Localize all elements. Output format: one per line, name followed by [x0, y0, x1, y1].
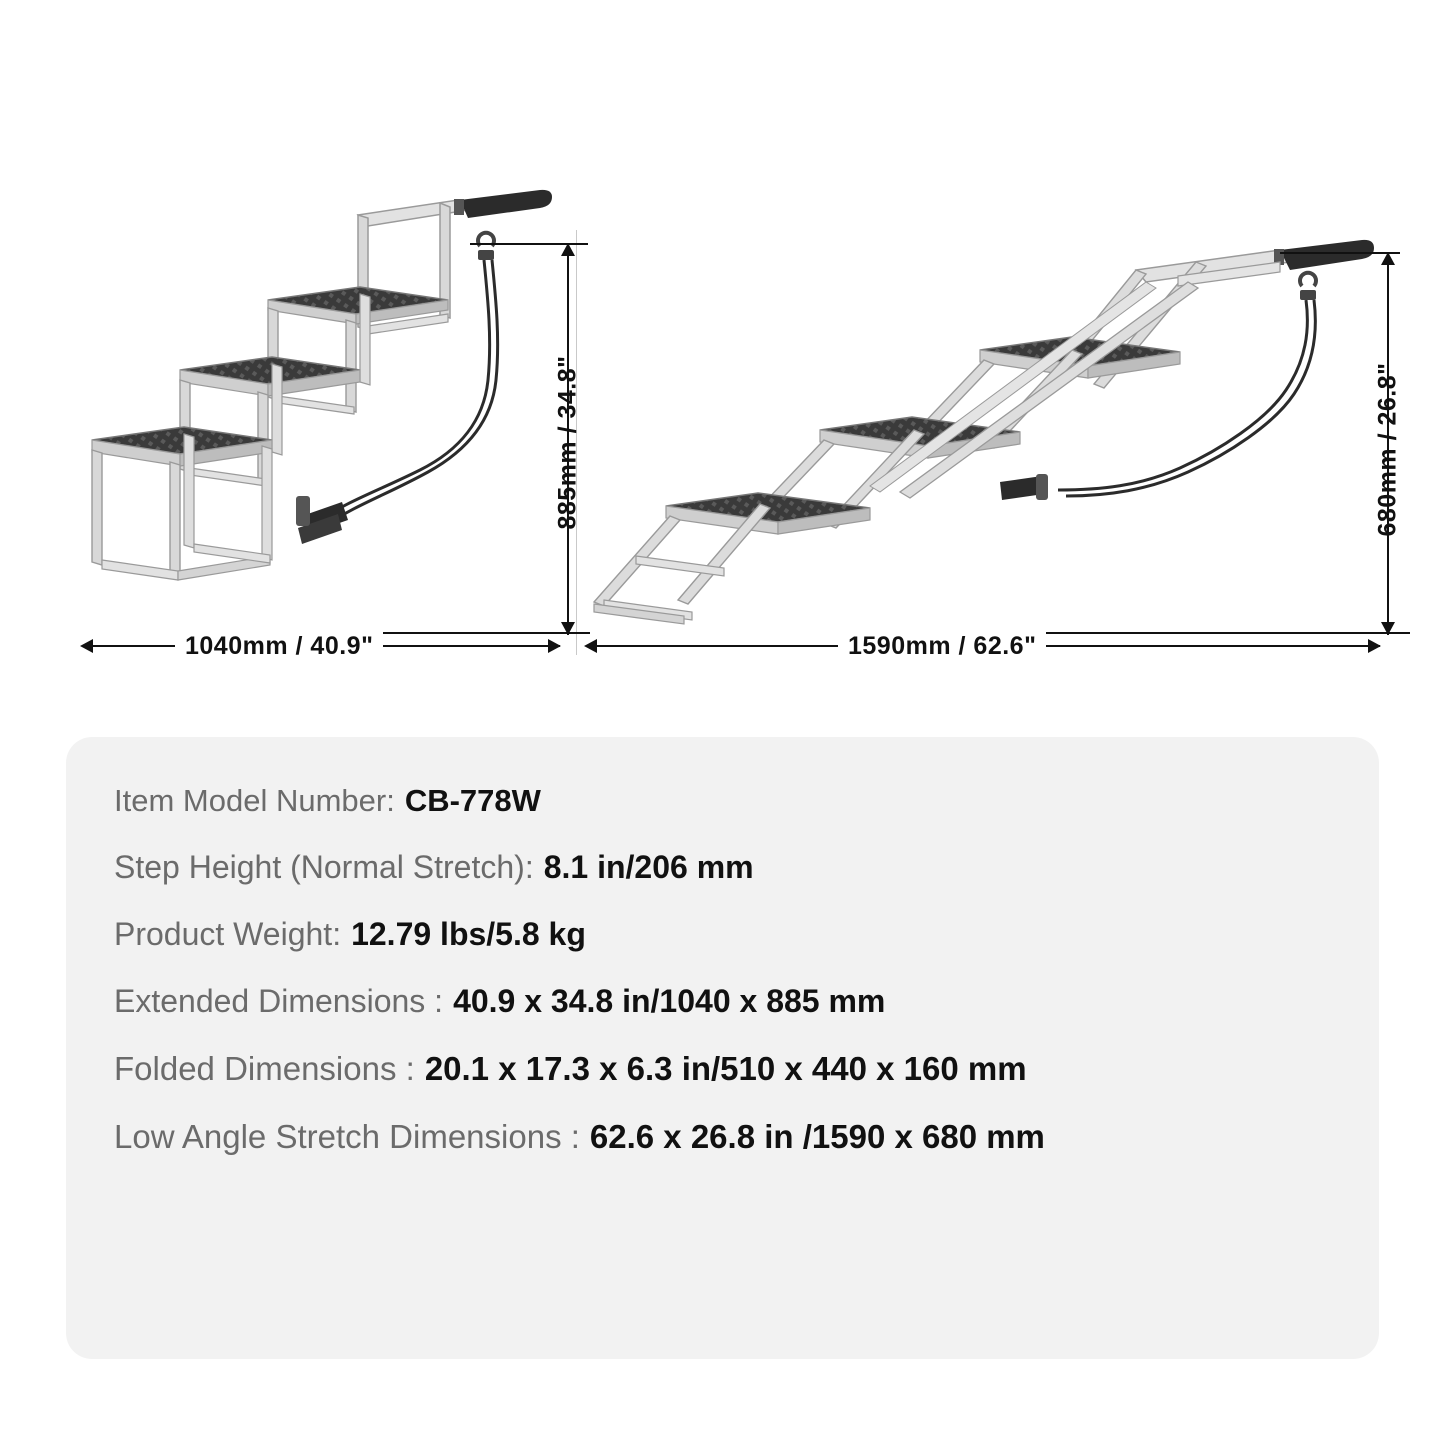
extended-stairs-panel: [40, 0, 600, 700]
spec-product-weight-label: Product Weight:: [114, 916, 342, 952]
spec-step-height-label: Step Height (Normal Stretch):: [114, 849, 534, 885]
arrow-up-left: [561, 243, 575, 256]
extended-height-label: 885mm / 34.8": [553, 355, 582, 530]
arrow-right-right: [1368, 639, 1381, 653]
spec-low-angle-dimensions: [114, 1118, 1331, 1156]
spec-product-weight-value: 12.79 lbs/5.8 kg: [351, 916, 586, 952]
spec-item-model-number: [114, 783, 1331, 819]
spec-item-model-number-label: Item Model Number:: [114, 783, 395, 818]
spec-item-model-number-value: CB-778W: [404, 783, 541, 818]
low-angle-width-label: 1590mm / 62.6": [838, 632, 1046, 661]
arrow-left-left: [80, 639, 93, 653]
spec-extended-dimensions: [114, 983, 1331, 1020]
arrow-right-left: [548, 639, 561, 653]
specifications-card: [66, 737, 1379, 1359]
arrow-left-right: [584, 639, 597, 653]
arrow-up-right: [1381, 252, 1395, 265]
arrow-down-left: [561, 622, 575, 635]
low-angle-height-label: 680mm / 26.8": [1373, 362, 1402, 537]
spec-step-height-value: 8.1 in/206 mm: [543, 849, 754, 885]
product-diagram-area: [0, 0, 1445, 700]
spec-folded-dimensions-value: 20.1 x 17.3 x 6.3 in/510 x 440 x 160 mm: [424, 1050, 1027, 1087]
arrow-down-right: [1381, 622, 1395, 635]
spec-folded-dimensions-label: Folded Dimensions :: [114, 1050, 415, 1087]
spec-low-angle-dimensions-value: 62.6 x 26.8 in /1590 x 680 mm: [589, 1118, 1045, 1155]
spec-extended-dimensions-label: Extended Dimensions :: [114, 983, 444, 1019]
spec-step-height: [114, 849, 1331, 886]
spec-low-angle-dimensions-label: Low Angle Stretch Dimensions :: [114, 1118, 580, 1155]
low-angle-stairs-panel: [580, 0, 1440, 700]
extended-stairs-illustration: [40, 0, 600, 700]
ext-line-bottom-right: [1010, 632, 1410, 634]
spec-product-weight: [114, 916, 1331, 953]
low-angle-stairs-illustration: [580, 0, 1440, 700]
spec-extended-dimensions-value: 40.9 x 34.8 in/1040 x 885 mm: [453, 983, 886, 1019]
spec-folded-dimensions: [114, 1050, 1331, 1088]
extended-width-label: 1040mm / 40.9": [175, 632, 383, 661]
